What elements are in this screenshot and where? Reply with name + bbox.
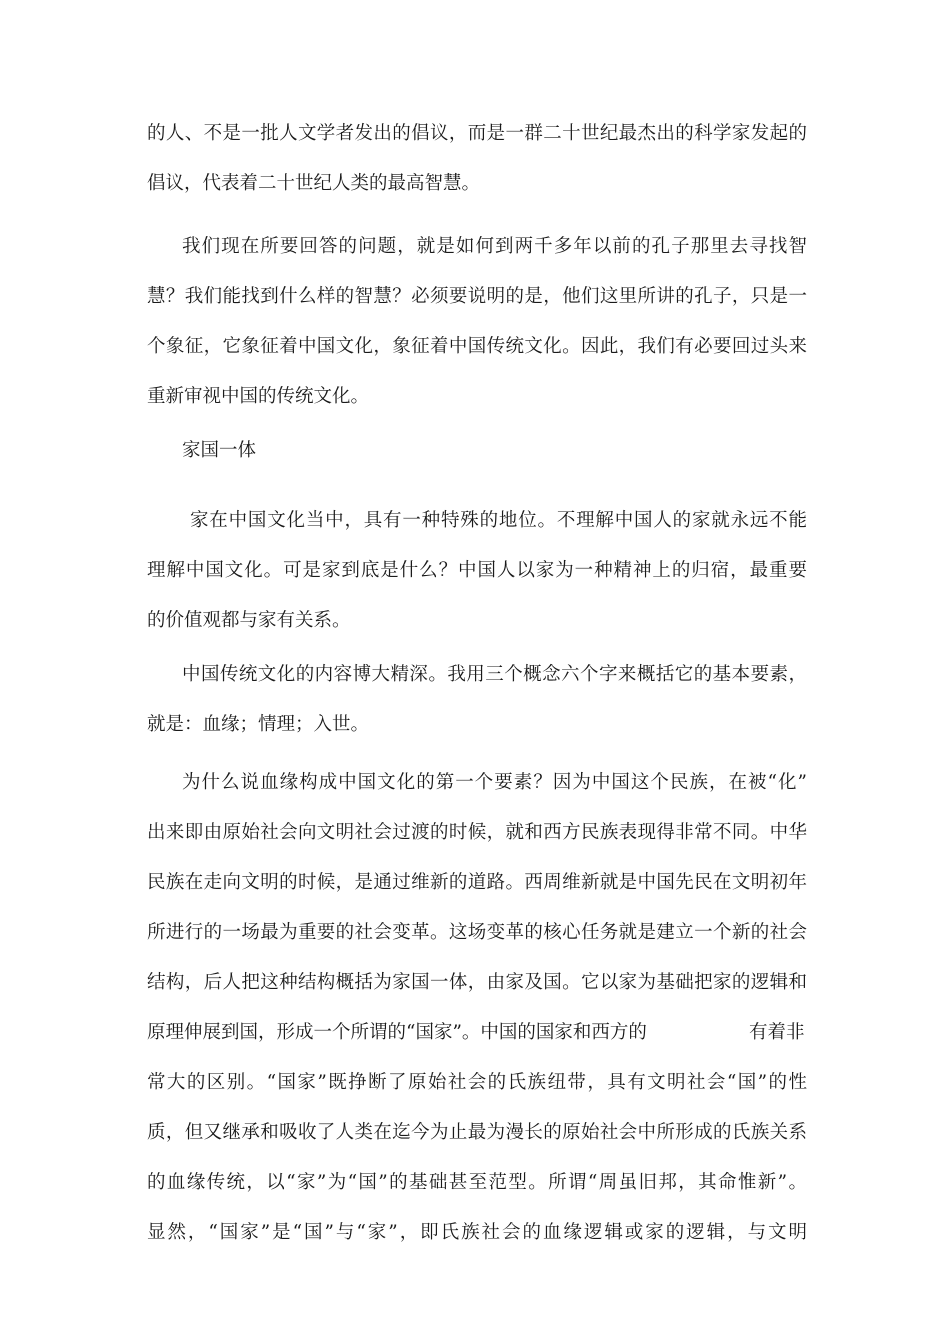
text-line: 常大的区别。“国家”既挣断了原始社会的氏族纽带，具有文明社会“国”的性: [147, 1072, 807, 1093]
text-line: 我们现在所要回答的问题，就是如何到两千多年以前的孔子那里去寻找智: [182, 236, 807, 257]
text-line: 质，但又继承和吸收了人类在迄今为止最为漫长的原始社会中所形成的氏族关系: [147, 1122, 807, 1143]
text-line: 的价值观都与家有关系。: [147, 610, 351, 631]
text-line: 原理伸展到国，形成一个所谓的“国家”。中国的国家和西方的: [147, 1022, 647, 1043]
text-line: 中国传统文化的内容博大精深。我用三个概念六个字来概括它的基本要素，: [182, 664, 807, 685]
text-line: 倡议，代表着二十世纪人类的最高智慧。: [147, 173, 481, 194]
text-line: 家在中国文化当中，具有一种特殊的地位。不理解中国人的家就永远不能: [190, 510, 807, 531]
text-line: 的人、不是一批人文学者发出的倡议，而是一群二十世纪最杰出的科学家发起的: [147, 123, 807, 144]
text-line: 所进行的一场最为重要的社会变革。这场变革的核心任务就是建立一个新的社会: [147, 922, 807, 943]
text-line: 出来即由原始社会向文明社会过渡的时候，就和西方民族表现得非常不同。中华: [147, 822, 807, 843]
text-line: 的血缘传统，以“家”为“国”的基础甚至范型。所谓“周虽旧邦，其命惟新”。: [147, 1172, 807, 1193]
text-line: 慧？我们能找到什么样的智慧？必须要说明的是，他们这里所讲的孔子，只是一: [147, 286, 807, 307]
text-line-fragment: 有着非: [749, 1022, 805, 1043]
text-line: 民族在走向文明的时候，是通过维新的道路。西周维新就是中国先民在文明初年: [147, 872, 807, 893]
text-line: 显然，“国家”是“国”与“家”，即氏族社会的血缘逻辑或家的逻辑，与文明: [147, 1222, 807, 1243]
text-line: 结构，后人把这种结构概括为家国一体，由家及国。它以家为基础把家的逻辑和: [147, 972, 807, 993]
section-heading: 家国一体: [182, 440, 257, 461]
text-line: 为什么说血缘构成中国文化的第一个要素？因为中国这个民族，在被“化”: [182, 772, 807, 793]
text-line: 重新审视中国的传统文化。: [147, 386, 370, 407]
text-line: 就是：血缘；情理；入世。: [147, 714, 370, 735]
text-line: 理解中国文化。可是家到底是什么？中国人以家为一种精神上的归宿，最重要: [147, 560, 807, 581]
text-line: 个象征，它象征着中国文化，象征着中国传统文化。因此，我们有必要回过头来: [147, 336, 807, 357]
